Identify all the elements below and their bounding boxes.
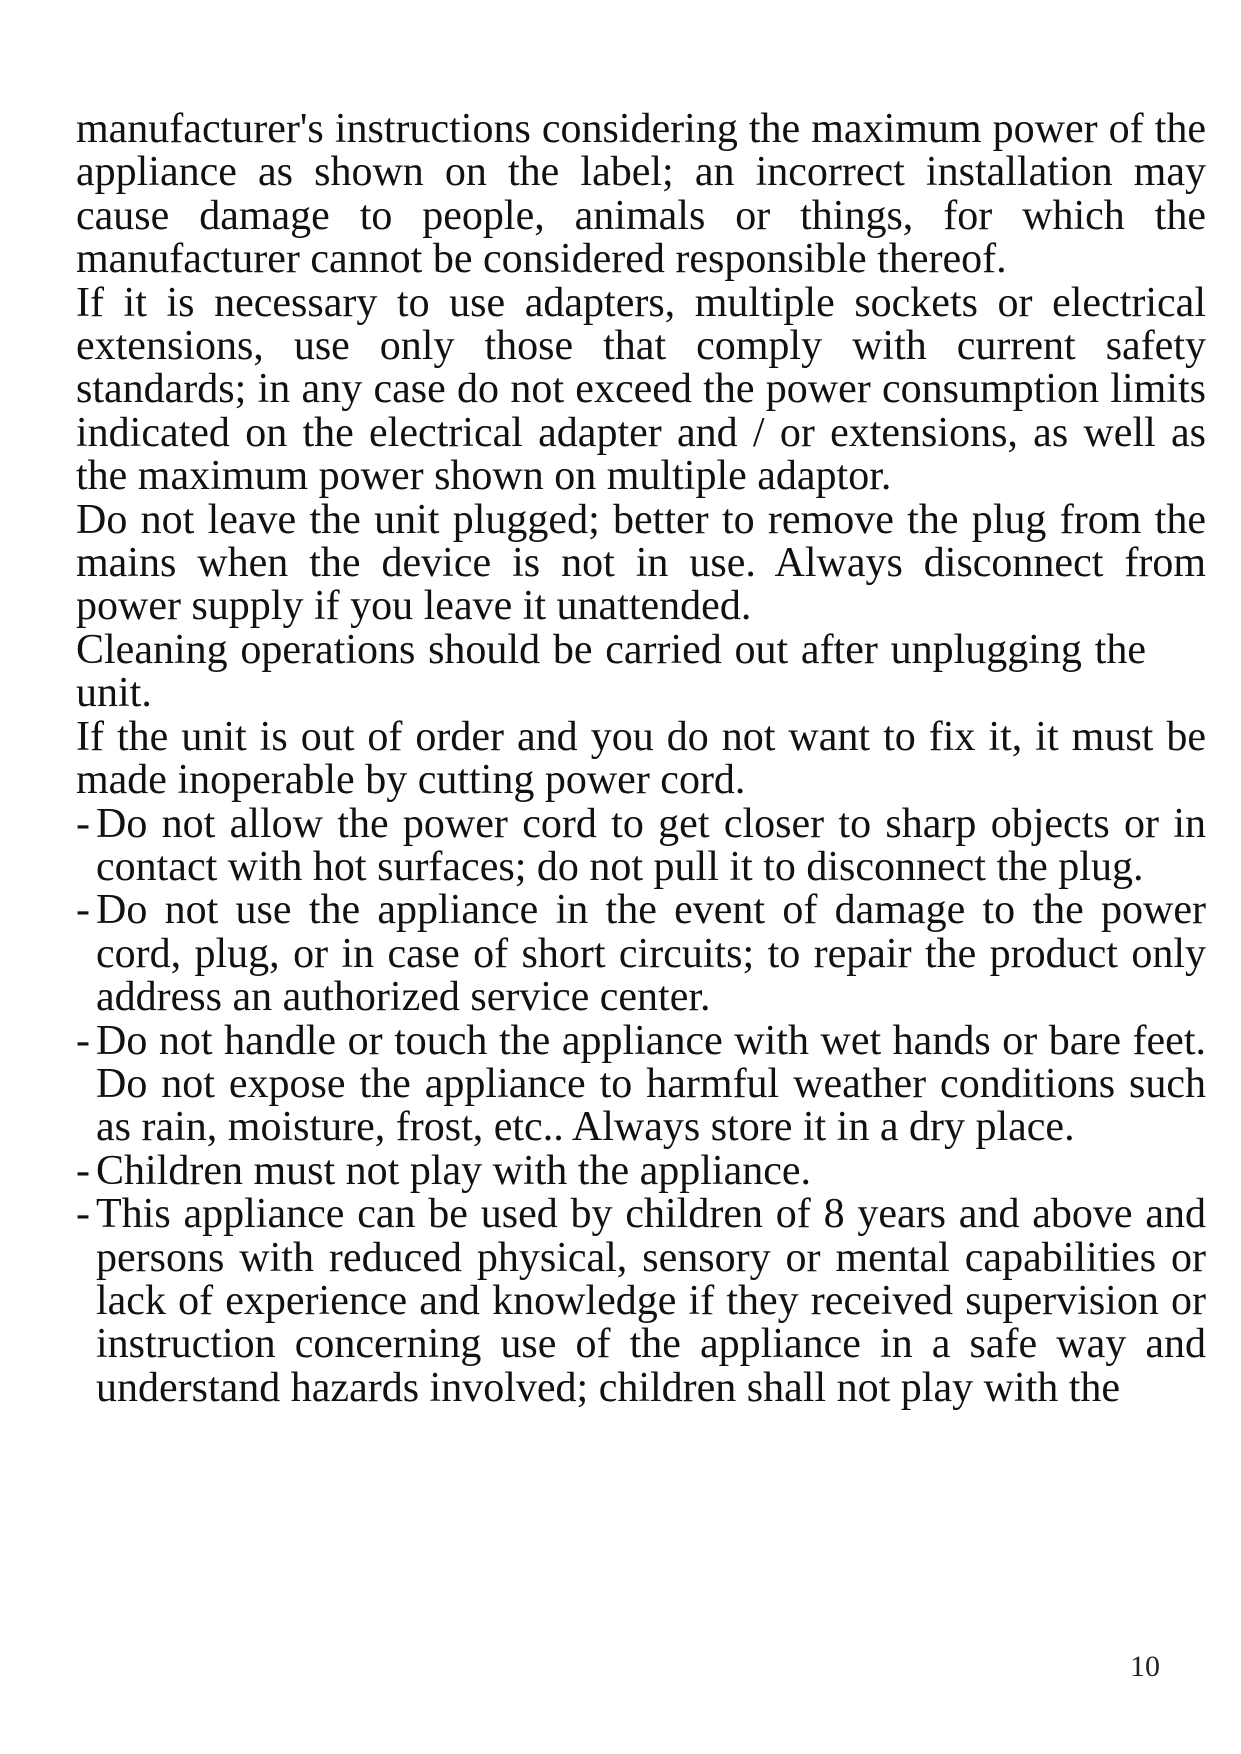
bullet-item-damage xyxy=(76,889,1206,1019)
bullet-item-power-cord xyxy=(76,800,1206,890)
bullet-text: Do not use the appliance in the event of damage to the power cord, plug, or in case of short circuits; to repair the product only address an authorized service center. xyxy=(96,887,1206,1021)
bullet-marker: - xyxy=(76,1017,90,1064)
paragraph-installation: manufacturer's instructions considering the maximum power of the appliance as shown on the label; an incorrect installation may cause damage to people, animals or things, for which the manufacturer cannot be considered responsible thereof. xyxy=(76,106,1206,283)
bullet-marker: - xyxy=(76,1191,90,1238)
bullet-text: Do not allow the power cord to get closer to sharp objects or in contact with hot surfaces; do not pull it to disconnect the plug. xyxy=(96,800,1206,890)
bullet-text: This appliance can be used by children of 8 years and above and persons with reduced physical, sensory or mental capabilities or lack of experience and knowledge if they received supervision or instruction concerning use of the appliance in a safe way and understand hazards involved; children shall not play with the xyxy=(96,1191,1206,1411)
bullet-text: Do not handle or touch the appliance with wet hands or bare feet. Do not expose the appliance to harmful weather conditions such as rain, moisture, frost, etc.. Always store it in a dry place. xyxy=(96,1017,1206,1151)
page-number: 10 xyxy=(1130,1650,1160,1683)
paragraph-unplug: Do not leave the unit plugged; better to remove the plug from the mains when the device is not in use. Always disconnect from power supply if you leave it unattended. xyxy=(76,496,1206,630)
paragraph-cleaning: Cleaning operations should be carried out after unplugging the unit. xyxy=(76,626,1146,717)
body-text xyxy=(76,108,1206,1410)
paragraph-adapters: If it is necessary to use adapters, multiple sockets or electrical extensions, use only those that comply with current safety standards; in any case do not exceed the power consumption limits indicated on the electrical adapter and / or extensions, as well as the maximum power shown on multiple adaptor. xyxy=(76,279,1206,500)
bullet-item-children-play xyxy=(76,1147,1206,1194)
bullet-item-wet-hands xyxy=(76,1017,1206,1151)
paragraph-out-of-order: If the unit is out of order and you do not want to fix it, it must be made inoperable by cutting power cord. xyxy=(76,713,1206,804)
bullet-marker: - xyxy=(76,887,90,934)
bullet-marker: - xyxy=(76,1147,90,1194)
bullet-marker: - xyxy=(76,800,90,847)
bullet-item-supervision xyxy=(76,1193,1206,1410)
bullet-text: Children must not play with the appliance. xyxy=(96,1147,812,1194)
